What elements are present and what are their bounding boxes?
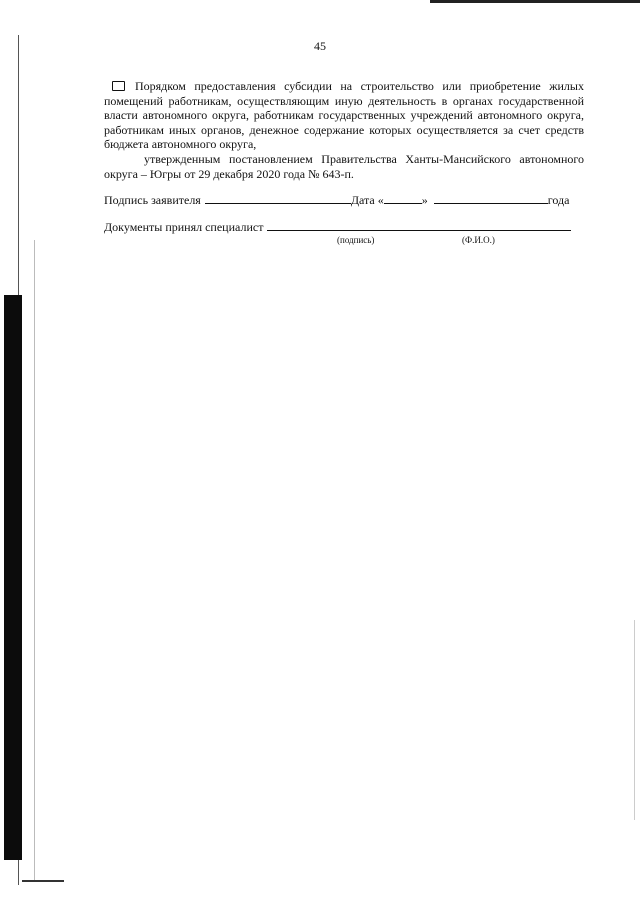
acceptance-label: Документы принял специалист (104, 220, 264, 234)
scan-artifact-left-edge (4, 295, 22, 860)
scan-artifact-bottom (22, 880, 64, 882)
date-month-year-field[interactable] (434, 192, 548, 204)
acceptance-row (104, 219, 584, 235)
page-number: 45 (314, 39, 326, 53)
date-day-field[interactable] (384, 192, 422, 204)
signature-field[interactable] (205, 192, 351, 204)
year-label: года (547, 193, 570, 207)
specialist-field[interactable] (267, 219, 571, 231)
checkbox-item-text: Порядком предоставления субсидии на строительство или приобретение жилых помещений работникам, осуществляющим иную деятельность в органах государственной власти автономного округа, работникам государственных учреждений автономного округа, работникам иных органов, денежное содержание которых осуществляется за счет средств бюджета автономного округа, (104, 79, 584, 152)
approval-paragraph: утвержденным постановлением Правительства Ханты-Мансийского автономного округа – Югры от 29 декабря 2020 года № 643-п. (104, 151, 584, 181)
signature-row (104, 192, 584, 208)
checkbox-item-block (104, 79, 584, 181)
scan-artifact-right (634, 620, 635, 820)
caption-signature: (подпись) (337, 235, 375, 245)
date-close-quote: » (421, 193, 428, 207)
scan-artifact-top (430, 0, 640, 3)
signature-label: Подпись заявителя (104, 193, 201, 207)
scan-artifact-left-line-2 (34, 240, 35, 880)
caption-name: (Ф.И.О.) (462, 235, 495, 245)
checkbox-icon[interactable] (112, 81, 125, 91)
date-label: Дата « (350, 193, 384, 207)
checkbox-item-paragraph (104, 79, 584, 152)
